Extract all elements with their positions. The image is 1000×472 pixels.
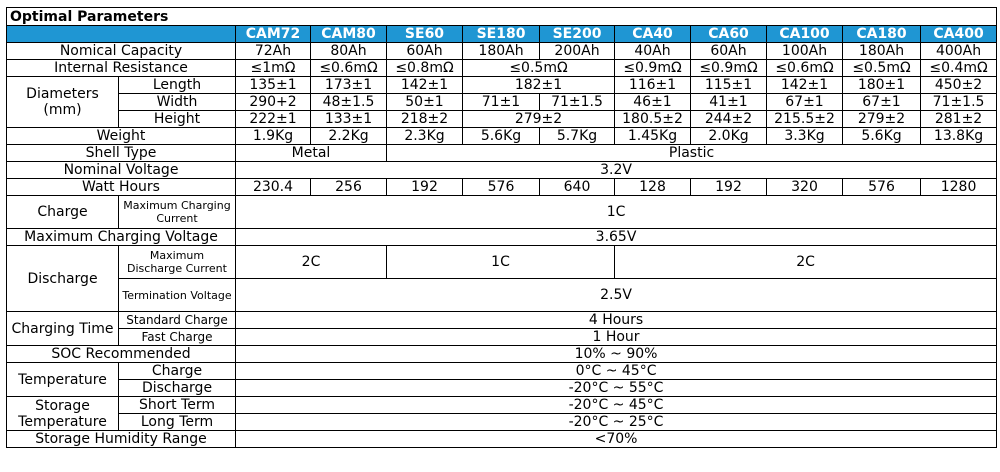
cell-value: ≤0.8mΩ: [387, 60, 463, 77]
cell-value: 281±2: [921, 111, 997, 128]
row-width: [7, 94, 997, 111]
cell-value: 230.4: [236, 179, 311, 196]
cell-value: 2.5V: [236, 279, 997, 312]
row-weight: [7, 128, 997, 145]
cell-value: Metal: [236, 145, 387, 162]
cell-value: 80Ah: [311, 43, 387, 60]
cell-value: 135±1: [236, 77, 311, 94]
cell-value: 290+2: [236, 94, 311, 111]
parameters-table-container: [6, 7, 1000, 448]
cell-value: 2C: [236, 246, 387, 279]
cell-value: 67±1: [843, 94, 921, 111]
cell-value: 200Ah: [540, 43, 615, 60]
cell-value: 173±1: [311, 77, 387, 94]
cell-value: 3.65V: [236, 229, 997, 246]
row-storage-short: [7, 397, 997, 414]
row-max-charging-voltage: [7, 229, 997, 246]
cell-value: 180.5±2: [615, 111, 691, 128]
cell-value: ≤0.6mΩ: [767, 60, 843, 77]
sub-label: Width: [119, 94, 236, 111]
sub-label: Height: [119, 111, 236, 128]
sub-label: Discharge: [119, 380, 236, 397]
cell-value: 71±1.5: [921, 94, 997, 111]
sub-label: Length: [119, 77, 236, 94]
cell-value: 72Ah: [236, 43, 311, 60]
sub-label: Maximum Discharge Current: [119, 246, 236, 279]
cell-value: 279±2: [463, 111, 615, 128]
header-ca100: CA100: [767, 26, 843, 43]
row-label: Charge: [7, 196, 119, 229]
header-ca40: CA40: [615, 26, 691, 43]
cell-value: 71±1: [463, 94, 540, 111]
cell-value: 640: [540, 179, 615, 196]
cell-value: Plastic: [387, 145, 997, 162]
cell-value: 1280: [921, 179, 997, 196]
header-cam72: CAM72: [236, 26, 311, 43]
cell-value: 5.6Kg: [463, 128, 540, 145]
row-charge: [7, 196, 997, 229]
row-label-temperature: Temperature: [7, 363, 119, 397]
cell-value: ≤0.9mΩ: [615, 60, 691, 77]
header-ca180: CA180: [843, 26, 921, 43]
cell-value: 1C: [387, 246, 615, 279]
cell-value: ≤0.5mΩ: [463, 60, 615, 77]
cell-value: <70%: [236, 431, 997, 448]
cell-value: 133±1: [311, 111, 387, 128]
cell-value: 128: [615, 179, 691, 196]
cell-value: 244±2: [691, 111, 767, 128]
cell-value: 215.5±2: [767, 111, 843, 128]
row-label: Nomical Capacity: [7, 43, 236, 60]
row-max-discharge-current: [7, 246, 997, 279]
cell-value: 4 Hours: [236, 312, 997, 329]
cell-value: 50±1: [387, 94, 463, 111]
cell-value: 46±1: [615, 94, 691, 111]
row-label: Nominal Voltage: [7, 162, 236, 179]
cell-value: 5.6Kg: [843, 128, 921, 145]
header-se180: SE180: [463, 26, 540, 43]
row-label: Storage Humidity Range: [7, 431, 236, 448]
cell-value: 400Ah: [921, 43, 997, 60]
cell-value: 450±2: [921, 77, 997, 94]
cell-value: 218±2: [387, 111, 463, 128]
cell-value: 279±2: [843, 111, 921, 128]
cell-value: 256: [311, 179, 387, 196]
sub-label: Maximum Charging Current: [119, 196, 236, 229]
row-label: Watt Hours: [7, 179, 236, 196]
cell-value: ≤0.6mΩ: [311, 60, 387, 77]
row-soc: [7, 346, 997, 363]
row-watt-hours: [7, 179, 997, 196]
cell-value: 142±1: [387, 77, 463, 94]
cell-value: 1.45Kg: [615, 128, 691, 145]
header-se200: SE200: [540, 26, 615, 43]
cell-value: -20°C ~ 45°C: [236, 397, 997, 414]
cell-value: ≤0.4mΩ: [921, 60, 997, 77]
row-label: Weight: [7, 128, 236, 145]
cell-value: ≤1mΩ: [236, 60, 311, 77]
cell-value: 142±1: [767, 77, 843, 94]
header-row: [7, 26, 997, 43]
cell-value: 5.7Kg: [540, 128, 615, 145]
table-title: Optimal Parameters: [7, 8, 997, 26]
row-label: SOC Recommended: [7, 346, 236, 363]
cell-value: 1C: [236, 196, 997, 229]
cell-value: 0°C ~ 45°C: [236, 363, 997, 380]
row-temperature-charge: [7, 363, 997, 380]
sub-label: Termination Voltage: [119, 279, 236, 312]
row-fast-charge: [7, 329, 997, 346]
cell-value: 222±1: [236, 111, 311, 128]
row-label-discharge: Discharge: [7, 246, 119, 312]
parameters-table: [6, 7, 997, 448]
cell-value: 13.8Kg: [921, 128, 997, 145]
sub-label: Fast Charge: [119, 329, 236, 346]
row-internal-resistance: [7, 60, 997, 77]
row-nominal-voltage: [7, 162, 997, 179]
sub-label: Long Term: [119, 414, 236, 431]
cell-value: 576: [843, 179, 921, 196]
cell-value: 3.2V: [236, 162, 997, 179]
cell-value: 100Ah: [767, 43, 843, 60]
row-humidity: [7, 431, 997, 448]
cell-value: 40Ah: [615, 43, 691, 60]
cell-value: 60Ah: [387, 43, 463, 60]
cell-value: 48±1.5: [311, 94, 387, 111]
sub-label: Charge: [119, 363, 236, 380]
row-label-storage-temperature: Storage Temperature: [7, 397, 119, 431]
cell-value: 2.0Kg: [691, 128, 767, 145]
cell-value: 60Ah: [691, 43, 767, 60]
row-shell-type: [7, 145, 997, 162]
row-temperature-discharge: [7, 380, 997, 397]
header-ca60: CA60: [691, 26, 767, 43]
cell-value: -20°C ~ 55°C: [236, 380, 997, 397]
cell-value: 115±1: [691, 77, 767, 94]
row-label: Internal Resistance: [7, 60, 236, 77]
header-blank: [7, 26, 236, 43]
row-nominal-capacity: [7, 43, 997, 60]
cell-value: 2.3Kg: [387, 128, 463, 145]
row-label: Maximum Charging Voltage: [7, 229, 236, 246]
cell-value: 1 Hour: [236, 329, 997, 346]
cell-value: 67±1: [767, 94, 843, 111]
cell-value: 1.9Kg: [236, 128, 311, 145]
cell-value: ≤0.9mΩ: [691, 60, 767, 77]
sub-label: Standard Charge: [119, 312, 236, 329]
row-label-diameters: Diameters (mm): [7, 77, 119, 128]
cell-value: 180Ah: [843, 43, 921, 60]
cell-value: 192: [387, 179, 463, 196]
cell-value: ≤0.5mΩ: [843, 60, 921, 77]
row-storage-long: [7, 414, 997, 431]
cell-value: 71±1.5: [540, 94, 615, 111]
row-label-charging-time: Charging Time: [7, 312, 119, 346]
header-ca400: CA400: [921, 26, 997, 43]
cell-value: 192: [691, 179, 767, 196]
sub-label: Short Term: [119, 397, 236, 414]
cell-value: 41±1: [691, 94, 767, 111]
row-termination-voltage: [7, 279, 997, 312]
row-length: [7, 77, 997, 94]
row-height: [7, 111, 997, 128]
cell-value: -20°C ~ 25°C: [236, 414, 997, 431]
header-cam80: CAM80: [311, 26, 387, 43]
cell-value: 180±1: [843, 77, 921, 94]
cell-value: 116±1: [615, 77, 691, 94]
cell-value: 2C: [615, 246, 997, 279]
cell-value: 576: [463, 179, 540, 196]
row-standard-charge: [7, 312, 997, 329]
cell-value: 10% ~ 90%: [236, 346, 997, 363]
row-label: Shell Type: [7, 145, 236, 162]
cell-value: 2.2Kg: [311, 128, 387, 145]
header-se60: SE60: [387, 26, 463, 43]
cell-value: 182±1: [463, 77, 615, 94]
cell-value: 3.3Kg: [767, 128, 843, 145]
cell-value: 180Ah: [463, 43, 540, 60]
cell-value: 320: [767, 179, 843, 196]
